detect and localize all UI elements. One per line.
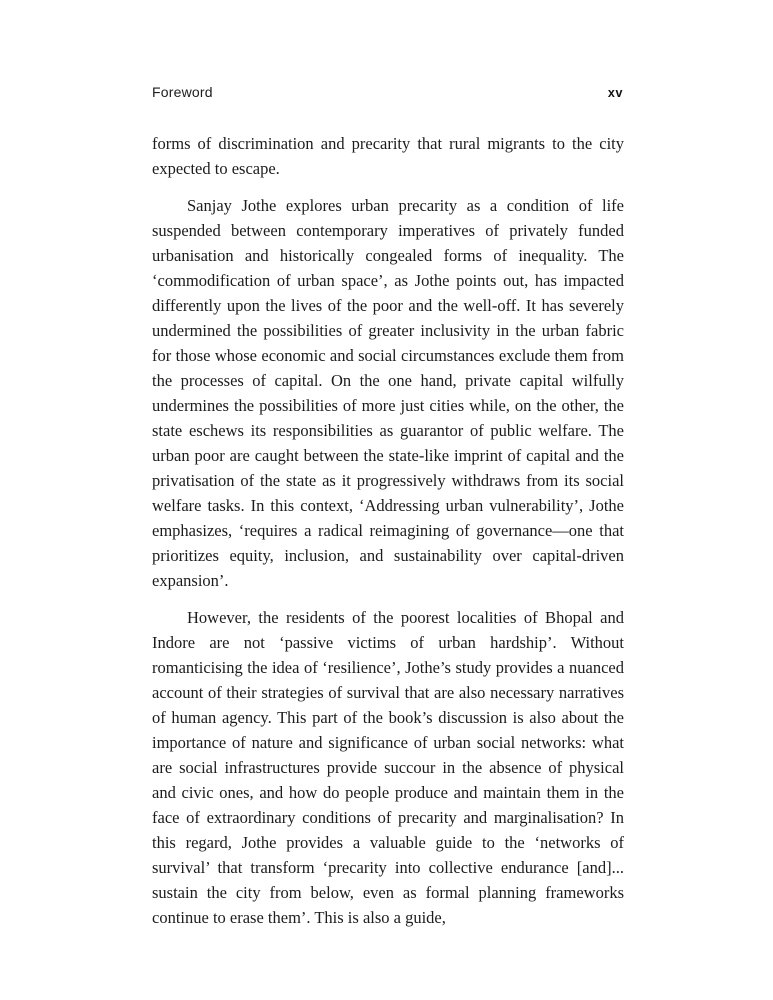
body-text [152, 131, 624, 930]
paragraph-continuation: forms of discrimination and precarity that rural migrants to the city expected to escape. [152, 134, 624, 178]
running-header [152, 84, 623, 100]
paragraph-jothe-precarity: Sanjay Jothe explores urban precarity as a condition of life suspended between contemporary imperatives of privately funded urbanisation and historically congealed forms of inequality. The ‘commodification of urban space’, as Jothe points out, has impacted differently upon the lives of the poor and the well-off. It has severely undermined the possibilities of greater inclusivity in the urban fabric for those whose economic and social circumstances exclude them from the processes of capital. On the one hand, private capital wilfully undermines the possibilities of more just cities while, on the other, the state eschews its responsibilities as guarantor of public welfare. The urban poor are caught between the state-like imprint of capital and the privatisation of the state as it progressively withdraws from its social welfare tasks. In this context, ‘Addressing urban vulnerability’, Jothe emphasizes, ‘requires a radical reimagining of governance—one that prioritizes equity, inclusion, and sustainability over capital-driven expansion’. [152, 196, 624, 590]
page-number: xv [607, 86, 623, 100]
chapter-title: Foreword [152, 84, 213, 100]
paragraph-residents-survival: However, the residents of the poorest localities of Bhopal and Indore are not ‘passive victims of urban hardship’. Without romanticising the idea of ‘resilience’, Jothe’s study provides a nuanced account of their strategies of survival that are also necessary narratives of human agency. This part of the book’s discussion is also about the importance of nature and significance of urban social networks: what are social infrastructures provide succour in the absence of physical and civic ones, and how do people produce and maintain them in the face of extraordinary conditions of precarity and marginalisation? In this regard, Jothe provides a valuable guide to the ‘networks of survival’ that transform ‘precarity into collective endurance [and]... sustain the city from below, even as formal planning frameworks continue to erase them’. This is also a guide, [152, 608, 624, 927]
